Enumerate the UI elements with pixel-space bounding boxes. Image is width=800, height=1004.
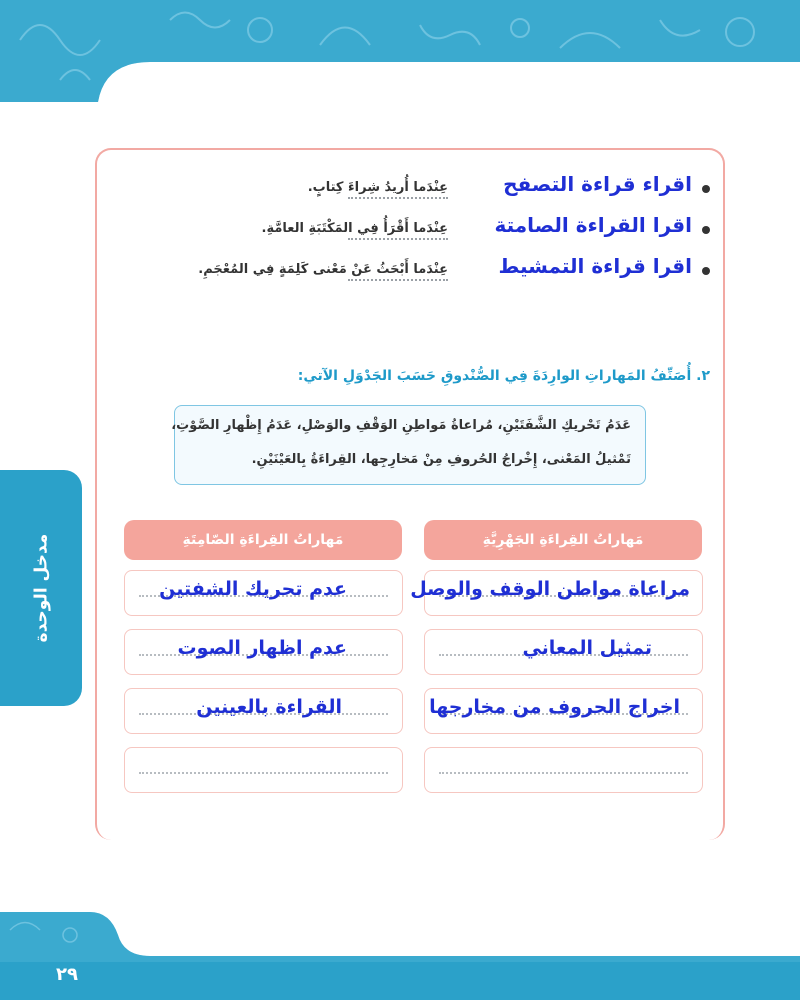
answer-dotted-line bbox=[348, 197, 448, 199]
cell-answer: تمثيل المعاني bbox=[522, 637, 652, 659]
bottom-band bbox=[0, 890, 800, 1000]
silent-reading-cell[interactable] bbox=[124, 570, 403, 616]
top-banner-shape bbox=[0, 0, 800, 102]
unit-intro-tab-label bbox=[0, 470, 82, 706]
bottom-band-shape bbox=[0, 890, 800, 1000]
word-box-line: تَمْثيلُ المَعْنى، إِخْراجُ الحُروفِ مِنْ مَخارِجِها، القِراءَةُ بِالعَيْنَيْنِ. bbox=[251, 452, 631, 467]
prompt-sentence: عِنْدَما أَقْرَأُ فِي المَكْتَبَةِ العامَّةِ. bbox=[261, 221, 448, 236]
silent-reading-cell[interactable] bbox=[124, 629, 403, 675]
unit-intro-tab[interactable] bbox=[0, 470, 82, 706]
exercise1-list bbox=[140, 170, 720, 293]
exercise2-instruction: ٢. أُصَنِّفُ المَهاراتِ الوارِدَةَ فِي الصُّنْدوقِ حَسَبَ الجَدْوَلِ الآتي: bbox=[297, 368, 710, 384]
handwritten-answer[interactable]: اقرا قراءة التمشيط bbox=[498, 254, 692, 278]
cell-answer: اخراج الحروف من مخارجها bbox=[429, 696, 680, 718]
handwritten-answer[interactable]: اقراء قراءة التصفح bbox=[503, 172, 692, 196]
cell-answer: القراءة بالعينين bbox=[196, 696, 342, 718]
handwritten-answer[interactable]: اقرا القراءة الصامتة bbox=[494, 213, 692, 237]
silent-reading-cell[interactable] bbox=[124, 688, 403, 734]
word-box-line: عَدَمُ تَحْريكِ الشَّفَتَيْنِ، مُراعاةُ مَواطِنِ الوَقْفِ والوَصْلِ، عَدَمُ إِظْهارِ الصَّوْتِ، bbox=[171, 418, 631, 433]
cell-dotted-line bbox=[139, 772, 388, 774]
cell-answer: عدم تحريك الشفتين bbox=[159, 578, 347, 600]
bullet-icon bbox=[702, 267, 710, 275]
silent-reading-header: مَهاراتُ القِراءَةِ الصّامِتَةِ bbox=[124, 520, 402, 560]
prompt-sentence: عِنْدَما أُريدُ شِراءَ كِتابٍ. bbox=[307, 180, 448, 195]
bullet-icon bbox=[702, 185, 710, 193]
exercise1-item bbox=[140, 170, 720, 211]
loud-reading-cell[interactable] bbox=[424, 629, 703, 675]
exercise1-item bbox=[140, 211, 720, 252]
answer-dotted-line bbox=[348, 238, 448, 240]
cell-dotted-line bbox=[439, 772, 688, 774]
cell-answer: عدم اظهار الصوت bbox=[177, 637, 347, 659]
loud-reading-header: مَهاراتُ القِراءَةِ الجَهْرِيَّةِ bbox=[424, 520, 702, 560]
loud-reading-cell[interactable] bbox=[424, 747, 703, 793]
page-number: ٢٩ bbox=[56, 964, 78, 985]
prompt-sentence: عِنْدَما أَبْحَثُ عَنْ مَعْنى كَلِمَةٍ فِي المُعْجَمِ. bbox=[198, 262, 448, 277]
bullet-icon bbox=[702, 226, 710, 234]
loud-reading-cell[interactable] bbox=[424, 688, 703, 734]
exercise1-item bbox=[140, 252, 720, 293]
loud-reading-cell[interactable] bbox=[410, 570, 703, 616]
top-banner bbox=[0, 0, 800, 102]
answer-dotted-line bbox=[348, 279, 448, 281]
silent-reading-cell[interactable] bbox=[124, 747, 403, 793]
skills-word-box bbox=[171, 405, 646, 485]
unit-intro-tab-text: مدخل الوحدة bbox=[31, 533, 52, 643]
cell-answer: مراعاة مواطن الوقف والوصل bbox=[410, 578, 690, 600]
